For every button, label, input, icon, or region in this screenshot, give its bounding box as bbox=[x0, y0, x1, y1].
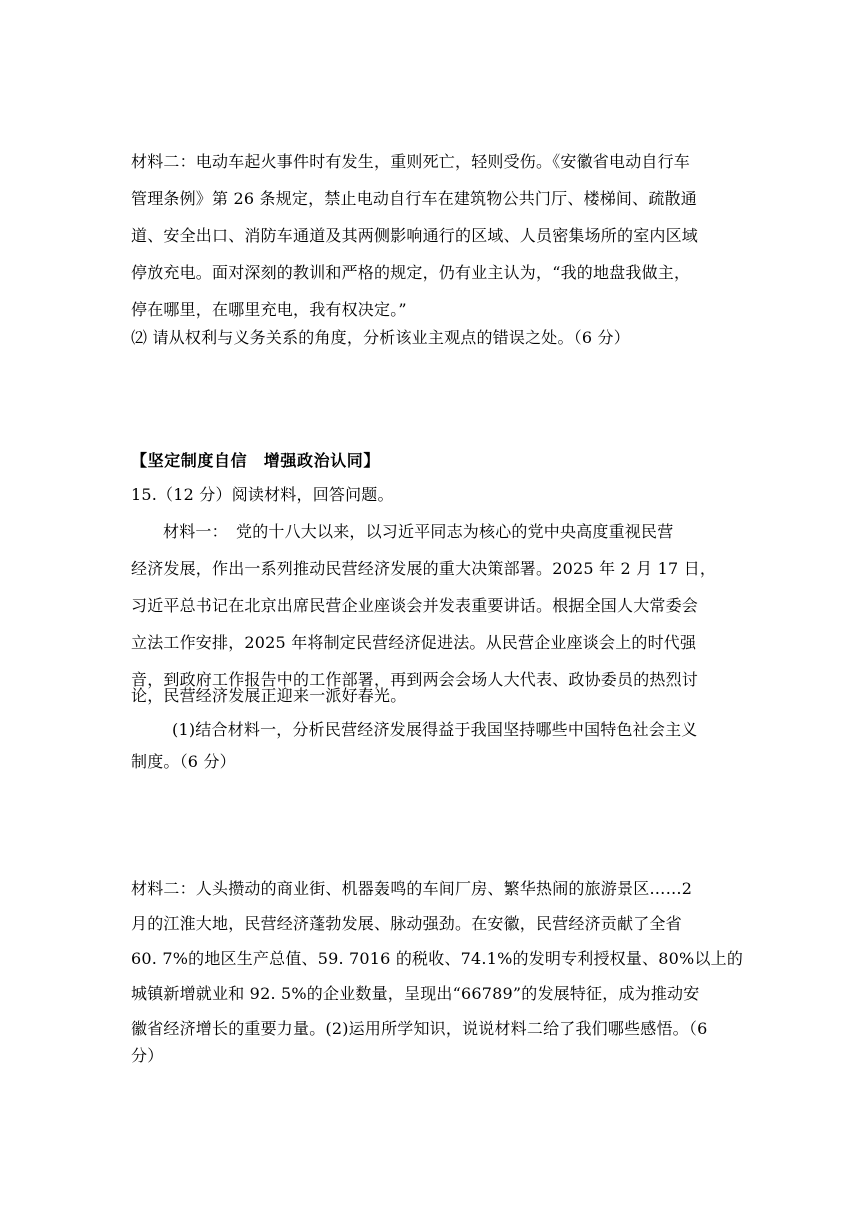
paragraph-line: 音，到政府工作报告中的工作部署，再到两会会场人大代表、政协委员的热烈讨 bbox=[131, 670, 699, 689]
question-2-text: ⑵ 请从权利与义务关系的角度，分析该业主观点的错误之处。（6 分） bbox=[131, 328, 630, 347]
paragraph-line: 停放充电。面对深刻的教训和严格的规定，仍有业主认为，“我的地盘我做主， bbox=[131, 263, 691, 282]
section-heading: 【坚定制度自信 增强政治认同】 bbox=[131, 451, 381, 470]
paragraph-line: 习近平总书记在北京出席民营企业座谈会并发表重要讲话。根据全国人大常委会 bbox=[131, 596, 699, 615]
paragraph-line: 60. 7%的地区生产总值、59. 7016 的税收、74.1%的发明专利授权量、80%以上的 bbox=[131, 949, 744, 968]
paragraph-line: 停在哪里，在哪里充电，我有权决定。” bbox=[131, 300, 407, 319]
paragraph-line: 材料一： 党的十八大以来，以习近平同志为核心的党中央高度重视民营 bbox=[163, 522, 674, 541]
paragraph-line: 论，民营经济发展正迎来一派好春光。 bbox=[131, 686, 407, 705]
paragraph-line: 分） bbox=[131, 1046, 164, 1065]
paragraph-line: 立法工作安排，2025 年将制定民营经济促进法。从民营企业座谈会上的时代强 bbox=[131, 633, 697, 652]
paragraph-line: 管理条例》第 26 条规定，禁止电动自行车在建筑物公共门厅、楼梯间、疏散通 bbox=[131, 189, 697, 208]
paragraph-line: 经济发展，作出一系列推动民营经济发展的重大决策部署。2025 年 2 月 17 日， bbox=[131, 559, 717, 578]
question-line: 制度。（6 分） bbox=[131, 752, 236, 771]
paragraph-line: 城镇新增就业和 92. 5%的企业数量，呈现出“66789”的发展特征，成为推动安 bbox=[131, 984, 700, 1003]
question-15-title: 15.（12 分）阅读材料，回答问题。 bbox=[131, 485, 394, 504]
paragraph-line: 材料二：电动车起火事件时有发生，重则死亡，轻则受伤。《安徽省电动自行车 bbox=[131, 152, 691, 171]
paragraph-line: 徽省经济增长的重要力量。(2)运用所学知识，说说材料二给了我们哪些感悟。（6 bbox=[131, 1019, 708, 1038]
question-line: (1)结合材料一，分析民营经济发展得益于我国坚持哪些中国特色社会主义 bbox=[172, 720, 698, 739]
paragraph-line: 材料二：人头攒动的商业街、机器轰鸣的车间厂房、繁华热闹的旅游景区……2 bbox=[131, 879, 693, 898]
paragraph-line: 月的江淮大地，民营经济蓬勃发展、脉动强劲。在安徽，民营经济贡献了全省 bbox=[131, 914, 682, 933]
paragraph-line: 道、安全出口、消防车通道及其两侧影响通行的区域、人员密集场所的室内区域 bbox=[131, 226, 699, 245]
